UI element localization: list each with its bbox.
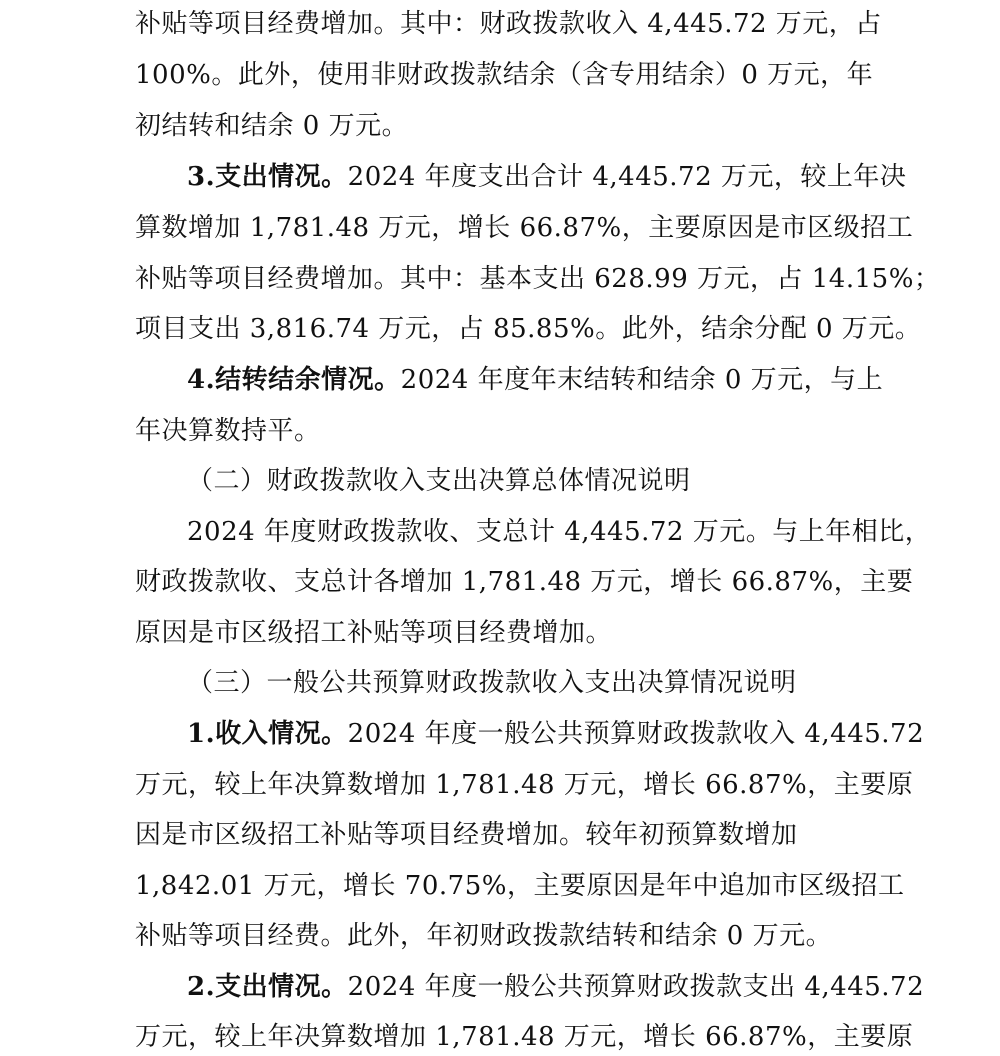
subsection-title: （三）一般公共预算财政拨款收入支出决算情况说明 (187, 668, 797, 698)
paragraph-line: 补贴等项目经费增加。其中：基本支出 628.99 万元，占 14.15%； (135, 264, 941, 294)
paragraph-line: 原因是市区级招工补贴等项目经费增加。 (135, 618, 613, 648)
paragraph-line: 初结转和结余 0 万元。 (135, 111, 409, 141)
paragraph-line: 2024 年度财政拨款收、支总计 4,445.72 万元。与上年相比， (187, 517, 932, 547)
paragraph-line: 年决算数持平。 (135, 416, 321, 446)
paragraph-text: 2024 年度一般公共预算财政拨款支出 4,445.72 (347, 972, 925, 1002)
paragraph-line: 补贴等项目经费。此外，年初财政拨款结转和结余 0 万元。 (135, 921, 833, 951)
section-heading-carryover: 4.结转结余情况。 (187, 365, 401, 395)
paragraph-line: 补贴等项目经费增加。其中：财政拨款收入 4,445.72 万元，占 (135, 9, 882, 39)
paragraph-line: 1,842.01 万元，增长 70.75%，主要原因是年中追加市区级招工 (135, 871, 905, 901)
paragraph-text: 2024 年度年末结转和结余 0 万元，与上 (400, 365, 884, 395)
section-heading-income: 1.收入情况。 (187, 719, 348, 749)
section-line-expenditure (187, 161, 906, 193)
paragraph-text: 2024 年度一般公共预算财政拨款收入 4,445.72 (347, 719, 925, 749)
paragraph-line: 因是市区级招工补贴等项目经费增加。较年初预算数增加 (135, 820, 798, 850)
section-line-carryover (187, 364, 883, 396)
paragraph-line: 算数增加 1,781.48 万元，增长 66.87%，主要原因是市区级招工 (135, 213, 914, 243)
paragraph-line: 财政拨款收、支总计各增加 1,781.48 万元，增长 66.87%，主要 (135, 567, 914, 597)
section-line-income (187, 718, 924, 750)
paragraph-line: 项目支出 3,816.74 万元，占 85.85%。此外，结余分配 0 万元。 (135, 314, 922, 344)
paragraph-line: 万元，较上年决算数增加 1,781.48 万元，增长 66.87%，主要原 (135, 1022, 914, 1052)
subsection-title: （二）财政拨款收入支出决算总体情况说明 (187, 466, 691, 496)
section-line-gp-expenditure (187, 971, 924, 1003)
paragraph-line: 万元，较上年决算数增加 1,781.48 万元，增长 66.87%，主要原 (135, 770, 914, 800)
paragraph-text: 2024 年度支出合计 4,445.72 万元，较上年决 (347, 162, 907, 192)
paragraph-line: 100%。此外，使用非财政拨款结余（含专用结余）0 万元，年 (135, 60, 874, 90)
section-heading-expenditure: 3.支出情况。 (187, 162, 348, 192)
section-heading-gp-expenditure: 2.支出情况。 (187, 972, 348, 1002)
